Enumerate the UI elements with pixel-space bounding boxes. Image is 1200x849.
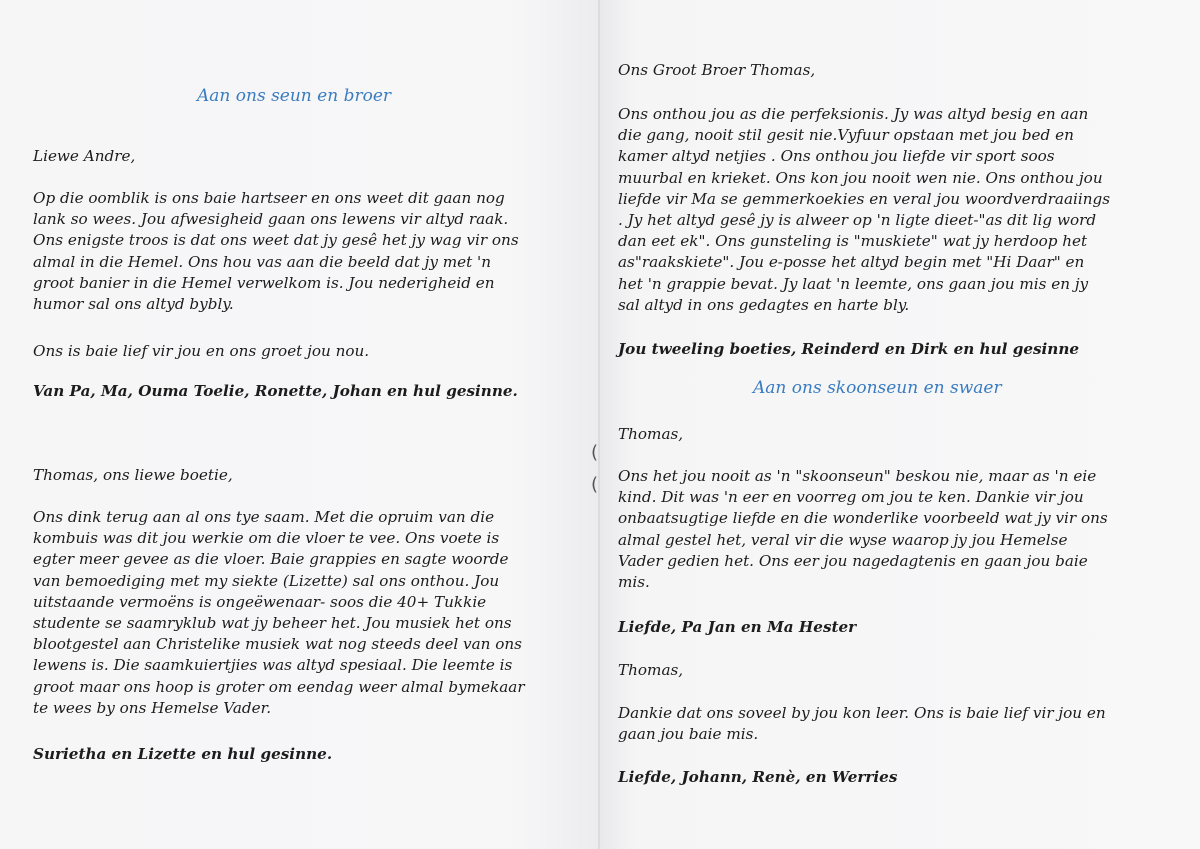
- text-line: as"raakskiete". Jou e-posse het altyd begin met "Hi Daar" en: [618, 253, 1085, 272]
- greeting-andre: Liewe Andre,: [33, 147, 136, 165]
- text-line: liefde vir Ma se gemmerkoekies en veral jou woordverdraaiings: [618, 189, 1111, 208]
- binding-mark: (: [591, 474, 599, 495]
- text-line: het 'n grappie bevat. Jy laat 'n leemte, ons gaan jou mis en jy: [618, 274, 1089, 293]
- greeting-thomas: Thomas,: [618, 425, 684, 443]
- binding-mark: (: [591, 442, 599, 463]
- text-line: Ons enigste troos is dat ons weet dat jy gesê het jy wag vir ons: [33, 231, 519, 250]
- text-line: kind. Dit was 'n eer en voorreg om jou te ken. Dankie vir jou: [618, 488, 1084, 507]
- heading-son-in-law: Aan ons skoonseun en swaer: [753, 378, 1002, 398]
- signature-in-laws: Liefde, Pa Jan en Ma Hester: [618, 618, 857, 636]
- text-line: almal in die Hemel. Ons hou vas aan die beeld dat jy met 'n: [33, 252, 492, 271]
- text-line: Ons het jou nooit as 'n "skoonseun" beskou nie, maar as 'n eie: [618, 467, 1097, 485]
- text-line: egter meer gevee as die vloer. Baie grappies en sagte woorde: [33, 550, 509, 569]
- paragraph-in-laws: [618, 466, 1153, 593]
- text-line: Vader gedien het. Ons eer jou nagedagtenis en gaan jou baie: [618, 551, 1088, 570]
- paragraph-twins: [618, 104, 1153, 316]
- paragraph-johann: [618, 703, 1153, 745]
- signature-family: Van Pa, Ma, Ouma Toelie, Ronette, Johan en hul gesinne.: [33, 382, 518, 400]
- text-line: die gang, nooit stil gesit nie.Vyfuur opstaan met jou bed en: [618, 126, 1074, 145]
- farewell-line: Ons is baie lief vir jou en ons groet jou nou.: [33, 342, 370, 360]
- text-line: kamer altyd netjies . Ons onthou jou liefde vir sport soos: [618, 147, 1055, 166]
- greeting-thomas-boetie: Thomas, ons liewe boetie,: [33, 466, 233, 484]
- greeting-big-brother: Ons Groot Broer Thomas,: [618, 61, 816, 79]
- text-line: . Jy het altyd gesê jy is alweer op 'n ligte dieet-"as dit lig word: [618, 211, 1097, 230]
- text-line: Ons dink terug aan al ons tye saam. Met die opruim van die: [33, 508, 495, 526]
- text-line: gaan jou baie mis.: [618, 725, 759, 744]
- text-line: Dankie dat ons soveel by jou kon leer. Ons is baie lief vir jou en: [618, 704, 1106, 722]
- text-line: studente se saamryklub wat jy beheer het. Jou musiek het ons: [33, 614, 512, 633]
- paragraph-sisters: [33, 507, 568, 719]
- text-line: humor sal ons altyd bybly.: [33, 295, 234, 314]
- text-line: van bemoediging met my siekte (Lizette) sal ons onthou. Jou: [33, 571, 500, 590]
- text-line: groot banier in die Hemel verwelkom is. Jou nederigheid en: [33, 273, 495, 292]
- paragraph-parents: [33, 188, 568, 315]
- page-fold: [598, 0, 600, 849]
- text-line: muurbal en krieket. Ons kon jou nooit wen nie. Ons onthou jou: [618, 168, 1103, 187]
- signature-johann: Liefde, Johann, Renè, en Werries: [618, 768, 898, 786]
- text-line: almal gestel het, veral vir die wyse waarop jy jou Hemelse: [618, 530, 1068, 549]
- greeting-thomas-2: Thomas,: [618, 661, 684, 679]
- text-line: te wees by ons Hemelse Vader.: [33, 698, 272, 717]
- text-line: blootgestel aan Christelike musiek wat nog steeds deel van ons: [33, 635, 522, 654]
- text-line: uitstaande vermoëns is ongeëwenaar- soos die 40+ Tukkie: [33, 592, 487, 611]
- text-line: onbaatsugtige liefde en die wonderlike voorbeeld wat jy vir ons: [618, 509, 1108, 528]
- text-line: Ons onthou jou as die perfeksionis. Jy was altyd besig en aan: [618, 105, 1089, 123]
- text-line: groot maar ons hoop is groter om eendag weer almal bymekaar: [33, 677, 525, 696]
- text-line: dan eet ek". Ons gunsteling is "muskiete" wat jy herdoop het: [618, 232, 1088, 251]
- heading-son-brother: Aan ons seun en broer: [197, 86, 392, 106]
- text-line: lank so wees. Jou afwesigheid gaan ons lewens vir altyd raak.: [33, 210, 509, 229]
- signature-sisters: Surietha en Lizette en hul gesinne.: [33, 745, 333, 763]
- text-line: sal altyd in ons gedagtes en harte bly.: [618, 295, 910, 314]
- text-line: kombuis was dit jou werkie om die vloer te vee. Ons voete is: [33, 529, 500, 548]
- text-line: lewens is. Die saamkuiertjies was altyd spesiaal. Die leemte is: [33, 656, 513, 675]
- signature-twins: Jou tweeling boeties, Reinderd en Dirk en hul gesinne: [618, 340, 1080, 358]
- text-line: mis.: [618, 573, 650, 592]
- text-line: Op die oomblik is ons baie hartseer en ons weet dit gaan nog: [33, 189, 505, 207]
